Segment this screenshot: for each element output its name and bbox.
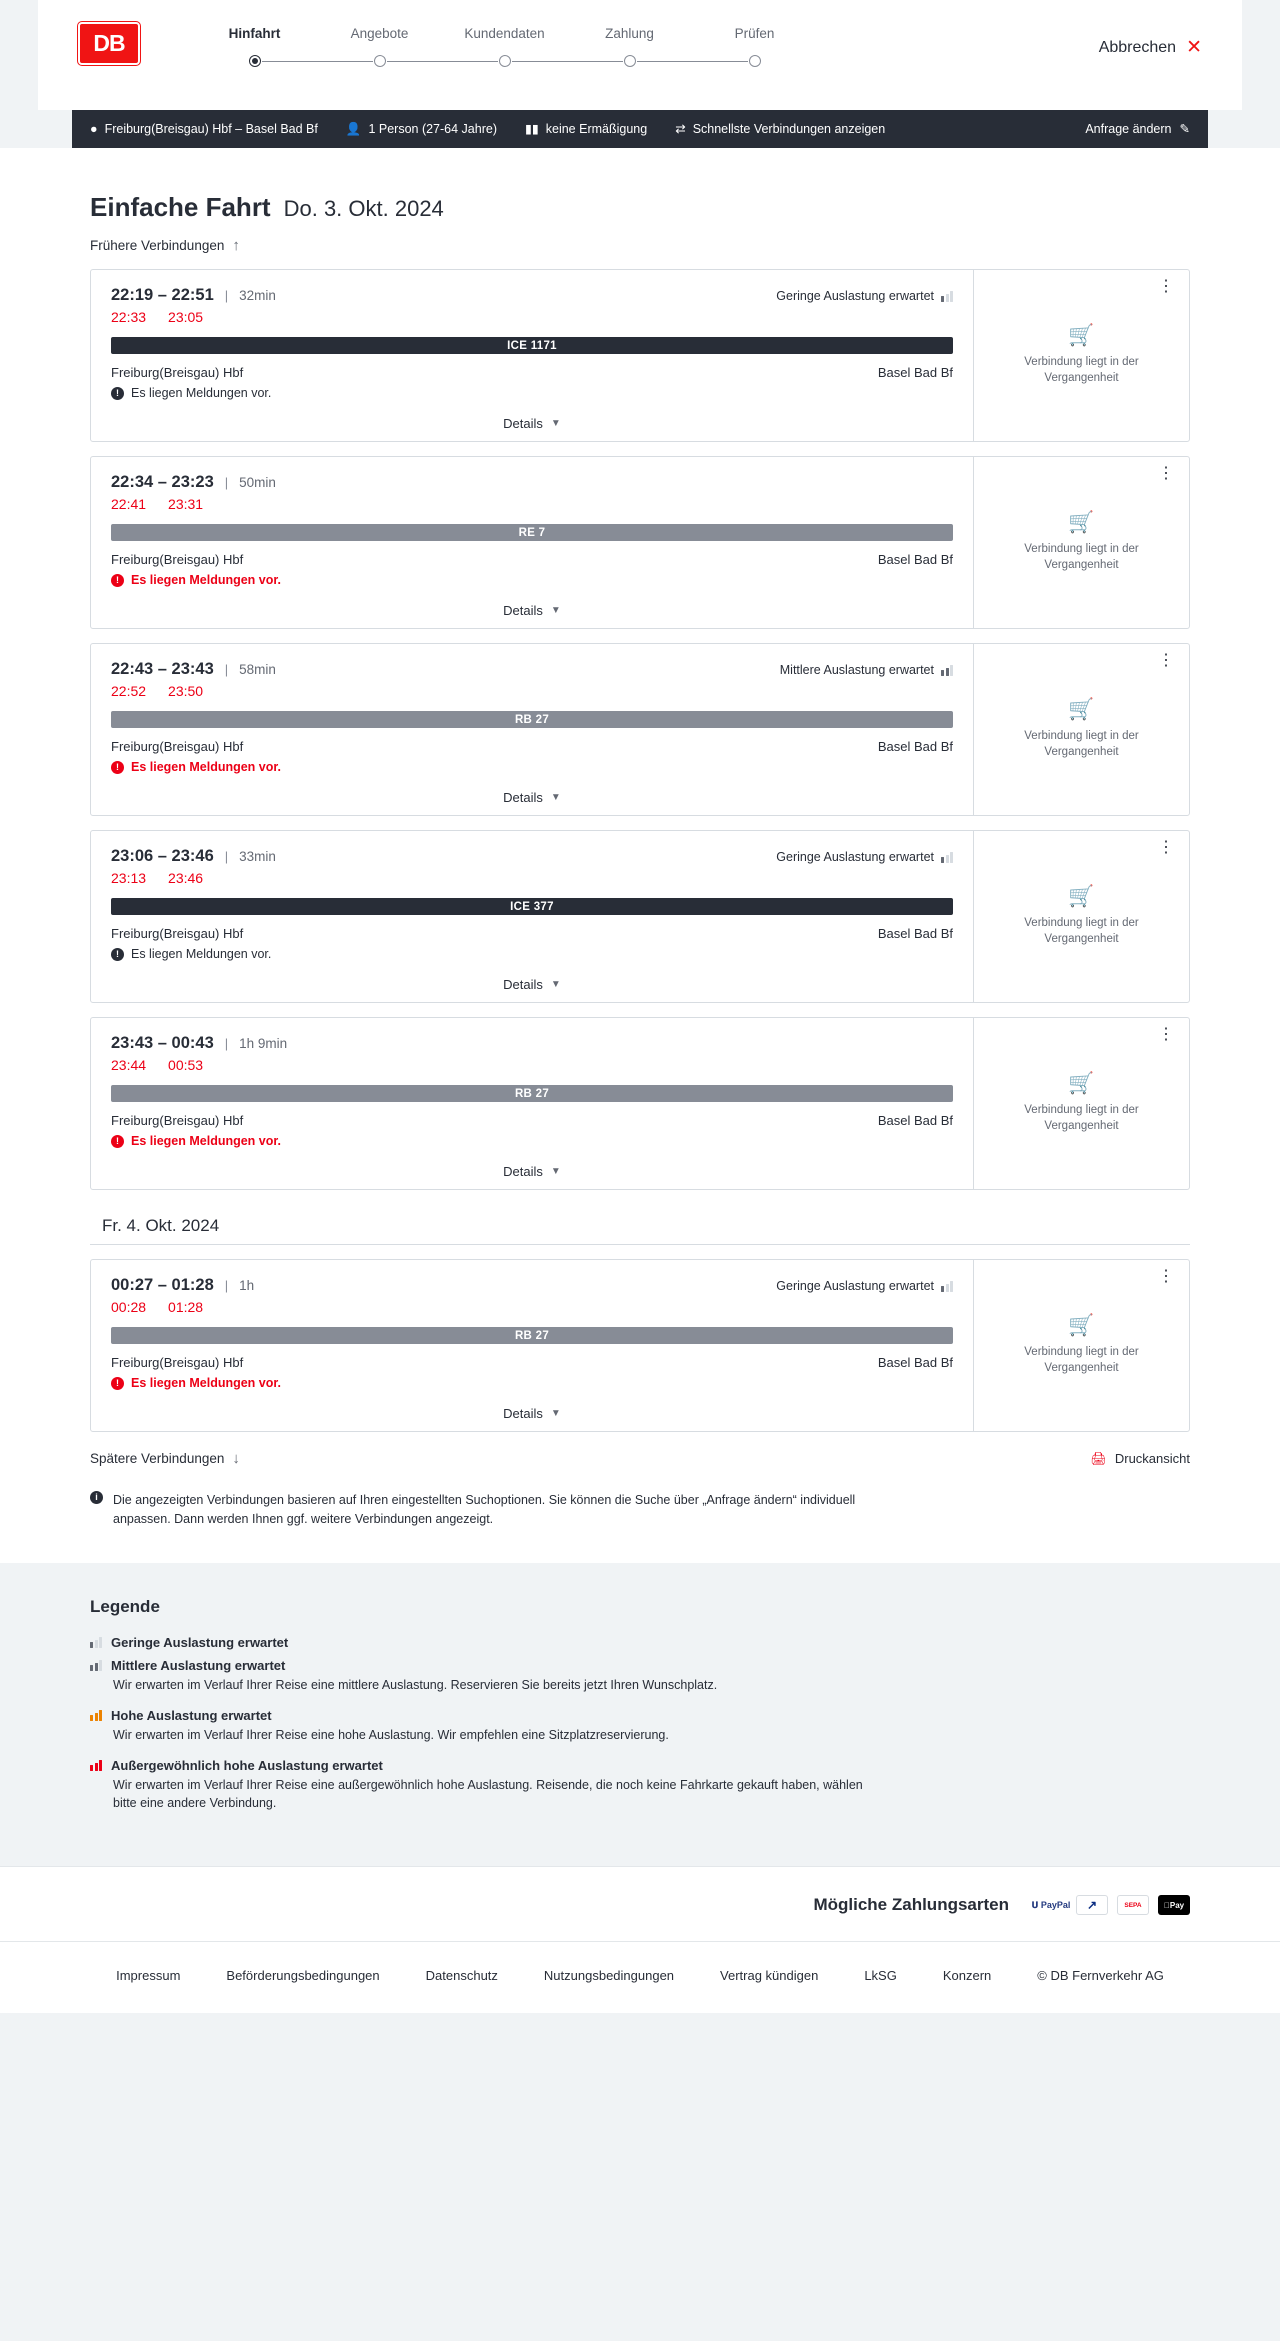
step-dot[interactable]	[374, 55, 386, 67]
legend-item-desc: Wir erwarten im Verlauf Ihrer Reise eine mittlere Auslastung. Reservieren Sie bereits jetzt Ihren Wunschplatz.	[113, 1677, 718, 1692]
connection-utilization	[776, 289, 953, 303]
more-options-icon[interactable]: ⋮	[1158, 465, 1175, 482]
legend-section	[0, 1563, 1280, 1867]
realtime-departure: 23:13	[111, 870, 147, 886]
time-separator: |	[224, 1278, 229, 1293]
connection-times	[111, 1276, 953, 1295]
warning-icon: !	[111, 1377, 124, 1390]
connection-realtime	[111, 1057, 953, 1073]
later-row	[90, 1450, 1190, 1467]
past-connection-notice: Verbindung liegt in der Vergangenheit	[1024, 916, 1139, 945]
connection-stations	[111, 926, 953, 941]
connection-time-range: 00:27 – 01:28	[111, 1276, 214, 1294]
step-connector	[387, 61, 498, 62]
connection-duration: 33min	[239, 849, 276, 864]
filter-passengers[interactable]	[346, 122, 497, 136]
details-button[interactable]	[111, 1164, 953, 1179]
legend-item-label: Mittlere Auslastung erwartet	[111, 1657, 286, 1673]
occupancy-icon	[941, 852, 953, 863]
day-separator: Fr. 4. Okt. 2024	[90, 1216, 1190, 1245]
connection-message[interactable]	[111, 1134, 953, 1148]
connection-duration: 32min	[239, 288, 276, 303]
station-from: Freiburg(Breisgau) Hbf	[111, 365, 244, 380]
connection-message-text: Es liegen Meldungen vor.	[131, 386, 272, 400]
payments-title: Mögliche Zahlungsarten	[813, 1895, 1009, 1914]
cart-icon: 🛒	[1068, 1071, 1095, 1095]
connection-message-text: Es liegen Meldungen vor.	[131, 1134, 282, 1148]
step-label: Kundendaten	[464, 26, 545, 41]
connection-time-range: 23:06 – 23:46	[111, 847, 214, 865]
utilization-label: Mittlere Auslastung erwartet	[779, 663, 934, 677]
sepa-icon: SEPA	[1117, 1895, 1149, 1915]
payments-section	[0, 1866, 1280, 1941]
realtime-arrival: 23:31	[168, 496, 204, 512]
footer-link[interactable]: Nutzungsbedingungen	[543, 1968, 675, 1983]
connection-times	[111, 660, 953, 679]
legend-item	[90, 1658, 1208, 1694]
print-view-button[interactable]	[1090, 1451, 1190, 1467]
realtime-arrival: 01:28	[168, 1299, 204, 1315]
legend-item-desc: Wir erwarten im Verlauf Ihrer Reise eine außergewöhnlich hohe Auslastung. Reisende, die noch keine Fahrkarte gekauft haben, wählen bitte eine andere Verbindung.	[113, 1777, 863, 1810]
legend-item-desc: Wir erwarten im Verlauf Ihrer Reise eine hohe Auslastung. Wir empfehlen eine Sitzplatzreservierung.	[113, 1727, 669, 1742]
utilization-label: Geringe Auslastung erwartet	[776, 289, 934, 303]
connection-times	[111, 473, 953, 492]
connection-message[interactable]	[111, 760, 953, 774]
station-from: Freiburg(Breisgau) Hbf	[111, 1113, 244, 1128]
print-view-label: Druckansicht	[1114, 1451, 1190, 1466]
connection-duration: 1h 9min	[239, 1036, 288, 1051]
chevron-down-icon: ▼	[550, 979, 561, 990]
step-hinfahrt[interactable]	[192, 26, 317, 67]
train-badge: ICE 377	[111, 898, 953, 915]
utilization-label: Geringe Auslastung erwartet	[776, 1279, 934, 1293]
info-icon: i	[90, 1491, 103, 1504]
footer-link[interactable]: Beförderungsbedingungen	[226, 1968, 380, 1983]
legend-title: Legende	[90, 1596, 160, 1616]
realtime-departure: 22:33	[111, 309, 147, 325]
occupancy-icon	[90, 1637, 102, 1648]
connection-realtime	[111, 309, 953, 325]
connection-card[interactable]	[90, 1259, 1190, 1432]
occupancy-icon	[941, 1281, 953, 1292]
utilization-label: Geringe Auslastung erwartet	[776, 850, 934, 864]
connection-info	[91, 831, 974, 1002]
filter-discount[interactable]	[525, 122, 647, 136]
connection-stations	[111, 739, 953, 754]
legend-item-head	[90, 1658, 1208, 1673]
filter-sort[interactable]	[675, 122, 885, 136]
cart-icon: 🛒	[1068, 323, 1095, 347]
time-separator: |	[224, 849, 229, 864]
location-pin-icon: ●	[90, 121, 98, 136]
station-from: Freiburg(Breisgau) Hbf	[111, 1355, 244, 1370]
train-badge: RB 27	[111, 711, 953, 728]
cart-icon: 🛒	[1068, 697, 1095, 721]
page-title-text: Einfache Fahrt	[90, 192, 271, 222]
chevron-down-icon: ▼	[550, 605, 561, 616]
realtime-arrival: 00:53	[168, 1057, 204, 1073]
connection-realtime	[111, 683, 953, 699]
legend-item-head	[90, 1758, 1208, 1773]
applepay-icon: Pay	[1158, 1895, 1190, 1915]
connection-time-range: 22:34 – 23:23	[111, 473, 214, 491]
footer-link[interactable]: Konzern	[942, 1968, 992, 1983]
legend-item-head	[90, 1635, 1208, 1650]
realtime-departure: 22:52	[111, 683, 147, 699]
warning-icon: !	[111, 387, 124, 400]
realtime-departure: 22:41	[111, 496, 147, 512]
connection-message[interactable]	[111, 1376, 953, 1390]
connection-stations	[111, 552, 953, 567]
step-label: Zahlung	[605, 26, 654, 41]
time-separator: |	[224, 288, 229, 303]
connection-utilization	[776, 1279, 953, 1293]
station-to: Basel Bad Bf	[877, 1113, 953, 1128]
change-request-button[interactable]	[1085, 122, 1190, 136]
page-title	[90, 192, 1208, 223]
footer-link[interactable]: Impressum	[116, 1968, 181, 1983]
station-to: Basel Bad Bf	[877, 926, 953, 941]
payments-inner	[72, 1895, 1208, 1915]
occupancy-icon	[941, 665, 953, 676]
filter-discount-label: keine Ermäßigung	[545, 122, 648, 136]
connection-action	[974, 270, 1189, 441]
connection-time-range: 22:43 – 23:43	[111, 660, 214, 678]
time-separator: |	[224, 662, 229, 677]
footer-link[interactable]: LkSG	[864, 1968, 897, 1983]
details-label: Details	[503, 416, 543, 431]
connection-info	[91, 1260, 974, 1431]
swap-icon: ⇄	[675, 121, 686, 136]
legend-item-label: Geringe Auslastung erwartet	[111, 1634, 289, 1650]
connection-info	[91, 457, 974, 628]
station-from: Freiburg(Breisgau) Hbf	[111, 739, 244, 754]
station-to: Basel Bad Bf	[877, 365, 953, 380]
ticket-icon: ▮▮	[524, 121, 539, 136]
chevron-down-icon: ▼	[550, 1166, 561, 1177]
legend-inner	[72, 1597, 1208, 1813]
cart-icon: 🛒	[1068, 1313, 1095, 1337]
train-badge: RE 7	[111, 524, 953, 541]
time-separator: |	[224, 475, 229, 490]
details-button[interactable]	[111, 603, 953, 618]
search-note-text: Die angezeigten Verbindungen basieren auf Ihren eingestellten Suchoptionen. Sie können die Suche über „Anfrage ändern“ individuell anpassen. Dann werden Ihnen ggf. weitere Verbindungen angezeigt.	[113, 1493, 856, 1526]
step-connector	[512, 61, 623, 62]
connection-action	[974, 644, 1189, 815]
connection-action	[974, 1260, 1189, 1431]
connection-message-text: Es liegen Meldungen vor.	[131, 760, 282, 774]
more-options-icon[interactable]: ⋮	[1158, 652, 1175, 669]
connection-info	[91, 644, 974, 815]
payment-icons	[1031, 1895, 1190, 1915]
step-dot-wrap	[192, 55, 317, 67]
connection-time-range: 23:43 – 00:43	[111, 1034, 214, 1052]
details-label: Details	[503, 1406, 543, 1421]
occupancy-icon	[90, 1760, 102, 1771]
connection-action	[974, 457, 1189, 628]
realtime-arrival: 23:05	[168, 309, 204, 325]
step-dot[interactable]	[249, 55, 261, 67]
arrow-down-icon: ↓	[232, 1450, 240, 1467]
cancel-button[interactable]	[1099, 38, 1202, 57]
results-panel	[0, 148, 1280, 1563]
cart-icon: 🛒	[1068, 884, 1095, 908]
details-label: Details	[503, 603, 543, 618]
cancel-label: Abbrechen	[1098, 38, 1177, 56]
details-label: Details	[503, 1164, 543, 1179]
earlier-connections-label: Frühere Verbindungen	[90, 238, 225, 253]
giropay-icon: ↗	[1076, 1895, 1108, 1915]
occupancy-icon	[90, 1710, 102, 1721]
legend-item-label: Außergewöhnlich hohe Auslastung erwartet	[111, 1757, 383, 1773]
connection-card[interactable]	[90, 830, 1190, 1003]
filter-route-label: Freiburg(Breisgau) Hbf – Basel Bad Bf	[104, 122, 318, 136]
more-options-icon[interactable]: ⋮	[1158, 839, 1175, 856]
connection-stations	[111, 1355, 953, 1370]
connection-message-text: Es liegen Meldungen vor.	[131, 947, 272, 961]
connection-message[interactable]	[111, 573, 953, 587]
station-from: Freiburg(Breisgau) Hbf	[111, 926, 244, 941]
step-label: Angebote	[350, 26, 409, 41]
station-to: Basel Bad Bf	[877, 552, 953, 567]
connection-info	[91, 270, 974, 441]
past-connection-notice: Verbindung liegt in der Vergangenheit	[1024, 1103, 1139, 1132]
connection-time-range: 22:19 – 22:51	[111, 286, 214, 304]
connection-realtime	[111, 496, 953, 512]
filter-passengers-label: 1 Person (27-64 Jahre)	[368, 122, 497, 136]
checkout-stepper	[192, 26, 817, 67]
later-connections-button[interactable]	[90, 1450, 240, 1467]
printer-icon: 🖨	[1090, 1450, 1107, 1466]
details-button[interactable]	[111, 1406, 953, 1421]
occupancy-icon	[941, 291, 953, 302]
connection-message-text: Es liegen Meldungen vor.	[131, 573, 282, 587]
connection-card[interactable]	[90, 456, 1190, 629]
realtime-arrival: 23:46	[168, 870, 204, 886]
details-label: Details	[503, 790, 543, 805]
connection-utilization	[780, 663, 953, 677]
legend-item-label: Hohe Auslastung erwartet	[111, 1707, 272, 1723]
past-connection-notice: Verbindung liegt in der Vergangenheit	[1024, 729, 1139, 758]
connection-card[interactable]	[90, 269, 1190, 442]
chevron-down-icon: ▼	[550, 418, 561, 429]
step-dot[interactable]	[499, 55, 511, 67]
connection-info	[91, 1018, 974, 1189]
footer-links	[72, 1968, 1208, 1983]
station-to: Basel Bad Bf	[877, 739, 953, 754]
chevron-down-icon: ▼	[550, 1408, 561, 1419]
past-connection-notice: Verbindung liegt in der Vergangenheit	[1024, 1345, 1139, 1374]
later-connections-label: Spätere Verbindungen	[90, 1451, 225, 1466]
connection-card[interactable]	[90, 1017, 1190, 1190]
connection-action	[974, 1018, 1189, 1189]
legend-item	[90, 1635, 1208, 1650]
realtime-arrival: 23:50	[168, 683, 204, 699]
change-request-label: Anfrage ändern	[1085, 122, 1172, 136]
more-options-icon[interactable]: ⋮	[1158, 1026, 1175, 1043]
step-label: Prüfen	[734, 26, 775, 41]
warning-icon: !	[111, 948, 124, 961]
connection-utilization	[776, 850, 953, 864]
details-button[interactable]	[111, 416, 953, 431]
arrow-up-icon: ↑	[232, 237, 240, 254]
legend-item	[90, 1708, 1208, 1744]
warning-icon: !	[111, 761, 124, 774]
warning-icon: !	[111, 1135, 124, 1148]
db-logo[interactable]: DB	[78, 22, 140, 65]
filter-sort-label: Schnellste Verbindungen anzeigen	[692, 122, 886, 136]
footer-link[interactable]: © DB Fernverkehr AG	[1037, 1968, 1164, 1983]
realtime-departure: 23:44	[111, 1057, 147, 1073]
connection-action	[974, 831, 1189, 1002]
occupancy-icon	[90, 1660, 102, 1671]
connection-card[interactable]	[90, 643, 1190, 816]
connection-realtime	[111, 870, 953, 886]
connection-message[interactable]	[111, 386, 953, 400]
legend-list	[72, 1635, 1208, 1813]
results-inner	[72, 192, 1208, 1529]
train-badge: RB 27	[111, 1085, 953, 1102]
connection-times	[111, 286, 953, 305]
earlier-connections-button[interactable]	[90, 237, 240, 254]
connection-stations	[111, 365, 953, 380]
past-connection-notice: Verbindung liegt in der Vergangenheit	[1024, 542, 1139, 571]
train-badge: ICE 1171	[111, 337, 953, 354]
more-options-icon[interactable]: ⋮	[1158, 278, 1175, 295]
station-from: Freiburg(Breisgau) Hbf	[111, 552, 244, 567]
connection-times	[111, 847, 953, 866]
close-icon[interactable]: ✕	[1186, 37, 1202, 58]
footer-link[interactable]: Vertrag kündigen	[720, 1968, 819, 1983]
legend-item-head	[90, 1708, 1208, 1723]
station-to: Basel Bad Bf	[877, 1355, 953, 1370]
train-badge: RB 27	[111, 1327, 953, 1344]
step-dot[interactable]	[749, 55, 761, 67]
past-connection-notice: Verbindung liegt in der Vergangenheit	[1024, 355, 1139, 384]
connection-duration: 50min	[239, 475, 276, 490]
step-dot[interactable]	[624, 55, 636, 67]
more-options-icon[interactable]: ⋮	[1158, 1268, 1175, 1285]
pencil-icon[interactable]: ✎	[1179, 121, 1190, 136]
chevron-down-icon: ▼	[550, 792, 561, 803]
cart-icon: 🛒	[1068, 510, 1095, 534]
connection-message-text: Es liegen Meldungen vor.	[131, 1376, 282, 1390]
connection-realtime	[111, 1299, 953, 1315]
connection-times	[111, 1034, 953, 1053]
step-connector	[637, 61, 748, 62]
details-label: Details	[503, 977, 543, 992]
details-button[interactable]	[111, 977, 953, 992]
realtime-departure: 00:28	[111, 1299, 147, 1315]
connection-duration: 58min	[239, 662, 276, 677]
footer-link[interactable]: Datenschutz	[425, 1968, 498, 1983]
warning-icon: !	[111, 574, 124, 587]
step-connector	[262, 61, 373, 62]
details-button[interactable]	[111, 790, 953, 805]
app-header	[38, 0, 1242, 110]
search-filter-bar	[72, 110, 1208, 148]
connection-list	[72, 269, 1208, 1190]
time-separator: |	[224, 1036, 229, 1051]
page-title-date: Do. 3. Okt. 2024	[283, 196, 444, 221]
filter-route[interactable]	[90, 122, 318, 136]
legend-item	[90, 1758, 1208, 1812]
connection-list-day2	[72, 1259, 1208, 1432]
connection-stations	[111, 1113, 953, 1128]
step-label: Hinfahrt	[228, 26, 281, 41]
person-icon: 👤	[345, 121, 362, 136]
paypal-icon: 𝐔 PayPal	[1035, 1895, 1067, 1915]
page-footer	[0, 1941, 1280, 2013]
connection-message[interactable]	[111, 947, 953, 961]
connection-duration: 1h	[239, 1278, 255, 1293]
search-note	[90, 1491, 880, 1529]
